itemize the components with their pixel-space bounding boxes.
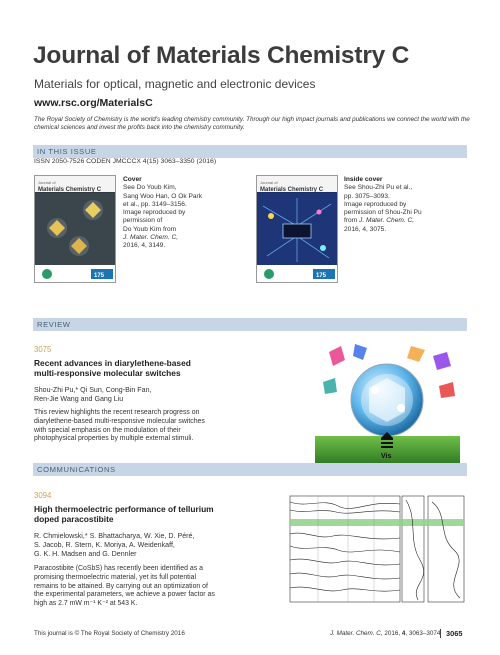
section-bar-communications [33,463,467,476]
inside-cover-image[interactable] [256,175,338,283]
footer-divider [440,629,441,638]
cover-journal-big: Materials Chemistry C [38,187,102,193]
article-title-link[interactable]: Recent advances in diarylethene-based multi-responsive molecular switches [34,358,191,379]
caption-line: pp. 3075–3093. [344,192,390,200]
journal-subtitle: Materials for optical, magnetic and electronic devices [34,77,316,91]
section-bar-review [33,318,467,331]
footer-citation: J. Mater. Chem. C, 2016, 4, 3063–3074 [330,630,441,637]
cover-journal-small: Journal of [38,180,56,185]
article-title-link[interactable]: High thermoelectric performance of tellurium doped paracostibite [34,504,214,525]
cover-issue-badge: 175 [316,273,327,279]
caption-line: from J. Mater. Chem. C, [344,217,415,225]
footer-page-number: 3065 [446,629,463,638]
rsc-blurb: The Royal Society of Chemistry is the world's leading chemistry community. Through our high impact journals and publications we connect the world with the chemical sciences and invest the profits back into the chemistry community. [34,116,470,132]
inside-cover-caption [344,176,466,234]
caption-line: et al., pp. 3149–3156. [123,200,187,208]
front-cover-artwork [35,176,116,283]
section-label: COMMUNICATIONS [37,465,116,474]
cover-journal-small: Journal of [260,180,278,185]
front-cover-caption [123,176,231,251]
section-bar-in-this-issue [33,145,467,158]
article-authors: R. Chmielowski,* S. Bhattacharya, W. Xie, D. Péré, S. Jacob, R. Stern, K. Moriya, A. Weidenkaff, G. K. H. Madsen and G. Dennler [34,532,195,559]
cover-heading: Cover [123,176,142,183]
cover-journal-big: Materials Chemistry C [260,187,324,193]
caption-year-ref: 2016, 4, 3075. [344,225,387,233]
rsc-logo-icon [264,269,274,279]
caption-line: permission of Shou-Zhi Pu [344,209,422,217]
caption-line: See Shou-Zhi Pu et al., [344,184,413,192]
caption-year-ref: 2016, 4, 3149. [123,242,166,250]
caption-line: Image reproduced by [123,209,186,217]
communication-toc-graphic[interactable] [278,490,468,614]
journal-url-link[interactable]: www.rsc.org/MaterialsC [34,97,153,109]
caption-line: permission of [123,217,163,225]
section-label: IN THIS ISSUE [37,147,97,156]
caption-journal-ref: J. Mater. Chem. C, [123,234,179,242]
section-label: REVIEW [37,320,71,329]
caption-line: See Do Youb Kim, [123,184,177,192]
footer-copyright: This journal is © The Royal Society of Chemistry 2016 [34,630,185,637]
issn-line: ISSN 2050-7526 CODEN JMCCCX 4(15) 3063–3350 (2016) [34,158,217,165]
front-cover-image[interactable] [34,175,116,283]
article-page-number: 3075 [34,345,52,354]
cover-heading: Inside cover [344,176,383,183]
cover-issue-badge: 175 [94,273,105,279]
article-page-number: 3094 [34,491,52,500]
graphic-vis-label: Vis [381,453,392,460]
review-toc-graphic[interactable] [315,342,460,464]
article-abstract: This review highlights the recent research progress on diarylethene-based multi-responsive molecular switches with special emphasis on the modulation of their photophysical properties by multiple external stimuli. [34,409,205,443]
inside-cover-artwork [257,176,338,283]
caption-line: Do Youb Kim from [123,225,177,233]
caption-line: Image reproduced by [344,200,407,208]
article-authors: Shou-Zhi Pu,* Qi Sun, Cong-Bin Fan, Ren-Jie Wang and Gang Liu [34,386,152,404]
rsc-logo-icon [42,269,52,279]
journal-title: Journal of Materials Chemistry C [33,42,410,69]
caption-line: Sang Woo Han, O Ok Park [123,192,203,200]
article-abstract: Paracostibite (CoSbS) has recently been identified as a promising thermoelectric material, yet its full potential remains to be attained. By carrying out an optimization of the experimental parameters, we achieve a power factor as high as 2.7 mW m⁻¹ K⁻² at 543 K. [34,565,215,608]
